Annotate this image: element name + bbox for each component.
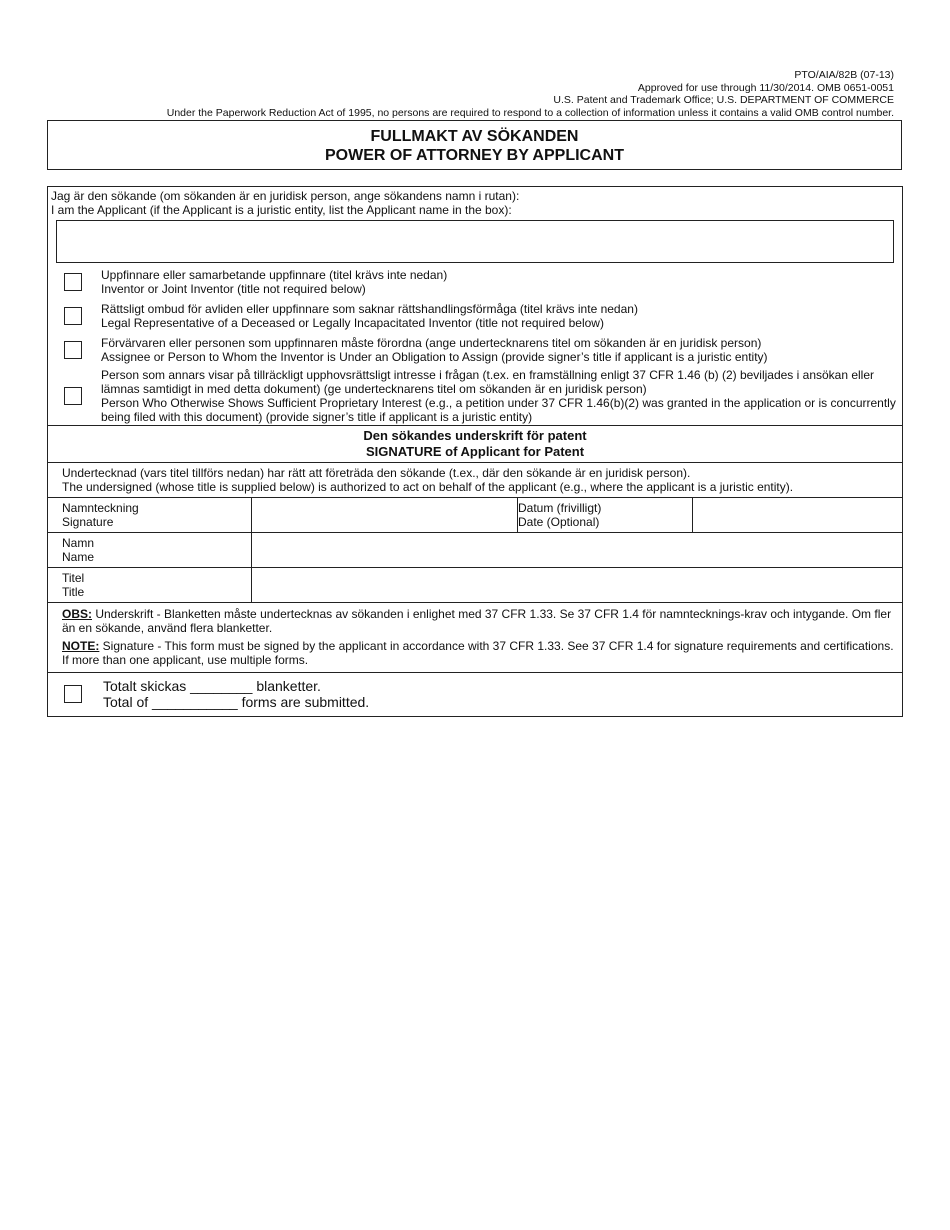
- note-text: Signature - This form must be signed by the applicant in accordance with 37 CFR 1.33. See 37 CFR 1.4 for signature requirements and certifications. If more than one applicant, use multiple forms.: [62, 639, 894, 667]
- applicant-name-input[interactable]: [56, 220, 894, 263]
- inventor-checkbox[interactable]: [64, 273, 82, 291]
- obs-text: Underskrift - Blanketten måste undertecknas av sökanden i enlighet med 37 CFR 1.33. Se 37 CFR 1.4 för namntecknings-krav och intygande. Om fler än en sökande, använd flera blanketter.: [62, 607, 892, 635]
- authorization-en: The undersigned (whose title is supplied below) is authorized to act on behalf of the applicant (e.g., where the applicant is a juristic entity).: [62, 480, 794, 494]
- form-header: [167, 69, 894, 119]
- signature-field[interactable]: [252, 498, 518, 532]
- form-id: PTO/AIA/82B (07-13): [794, 69, 894, 81]
- applicant-intro-sv: Jag är den sökande (om sökanden är en juridisk person, ange sökandens namn i rutan):: [51, 189, 520, 203]
- applicant-intro: [48, 187, 902, 217]
- obs-label: OBS:: [62, 607, 92, 621]
- note-label: NOTE:: [62, 639, 100, 653]
- applicant-form: [47, 186, 903, 717]
- total-forms-sv: Totalt skickas ________ blanketter.: [103, 678, 321, 694]
- total-forms-en: Total of ___________ forms are submitted.: [103, 694, 370, 710]
- authorization-statement: [48, 462, 902, 497]
- note-english: [62, 639, 899, 667]
- approval-note: Approved for use through 11/30/2014. OMB 0651-0051: [637, 81, 894, 94]
- signature-title-en: SIGNATURE of Applicant for Patent: [365, 444, 585, 459]
- option-legal-representative: [48, 299, 902, 333]
- page-title: [47, 120, 902, 170]
- paperwork-notice: Under the Paperwork Reduction Act of 1995, no persons are required to respond to a collection of information unless it contains a valid OMB control number.: [166, 106, 894, 119]
- date-label-sv: Datum (frivilligt): [518, 501, 602, 515]
- signature-row: [48, 497, 902, 532]
- title-label: [48, 568, 252, 602]
- total-forms-row: [48, 672, 902, 716]
- legal-representative-checkbox[interactable]: [64, 307, 82, 325]
- option-label-en: Legal Representative of a Deceased or Legally Incapacitated Inventor (title not required below): [101, 316, 604, 330]
- title-label-en: Title: [62, 585, 85, 599]
- authorization-sv: Undertecknad (vars titel tillförs nedan) har rätt att företräda den sökande (t.ex., där den sökande är en juridisk person).: [62, 466, 691, 480]
- title-field[interactable]: [252, 568, 902, 602]
- date-field[interactable]: [693, 498, 902, 532]
- option-label-sv: Förvärvaren eller personen som uppfinnaren måste förordna (ange undertecknarens titel om sökanden är en juridisk person): [101, 336, 762, 350]
- signature-section-title: [48, 425, 902, 462]
- total-forms-checkbox[interactable]: [64, 685, 82, 703]
- option-label-en: Assignee or Person to Whom the Inventor is Under an Obligation to Assign (provide signer’s title if applicant is a juristic entity): [101, 350, 768, 364]
- option-inventor: [48, 265, 902, 299]
- signature-title-sv: Den sökandes underskrift för patent: [363, 428, 587, 443]
- name-label-sv: Namn: [62, 536, 95, 550]
- option-label-sv: Uppfinnare eller samarbetande uppfinnare (titel krävs inte nedan): [101, 268, 448, 282]
- name-label-en: Name: [62, 550, 95, 564]
- proprietary-interest-checkbox[interactable]: [64, 387, 82, 405]
- title-row: [48, 567, 902, 602]
- office-name: U.S. Patent and Trademark Office; U.S. DEPARTMENT OF COMMERCE: [553, 94, 894, 106]
- title-label-sv: Titel: [62, 571, 85, 585]
- signature-label: [48, 498, 252, 532]
- signature-notes: [48, 602, 902, 672]
- assignee-checkbox[interactable]: [64, 341, 82, 359]
- option-label-en: Inventor or Joint Inventor (title not required below): [101, 282, 366, 296]
- option-label-sv: Rättsligt ombud för avliden eller uppfinnare som saknar rättshandlingsförmåga (titel krävs inte nedan): [101, 302, 638, 316]
- option-label-en: Person Who Otherwise Shows Sufficient Proprietary Interest (e.g., a petition under 37 CFR 1.46(b)(2) was granted in the application or is concurrently being filed with this document) (provide signer’s title if applicant is a juristic entity): [101, 396, 896, 424]
- signature-label-en: Signature: [62, 515, 114, 529]
- option-assignee: [48, 333, 902, 367]
- name-row: [48, 532, 902, 567]
- option-label-sv: Person som annars visar på tillräckligt upphovsrättsligt intresse i frågan (t.ex. en framställning enligt 37 CFR 1.46 (b) (2) beviljades i ansökan eller lämnas samtidigt in med detta dokument) (ge undertecknarens titel om sökanden är en juridisk person): [101, 368, 875, 396]
- title-english: POWER OF ATTORNEY BY APPLICANT: [325, 147, 624, 164]
- date-label-en: Date (Optional): [518, 515, 600, 529]
- option-proprietary-interest: [48, 367, 902, 425]
- applicant-intro-en: I am the Applicant (if the Applicant is a juristic entity, list the Applicant name in the box):: [51, 203, 512, 217]
- signature-label-sv: Namnteckning: [62, 501, 139, 515]
- title-swedish: FULLMAKT AV SÖKANDEN: [370, 128, 579, 145]
- obs-note: [62, 607, 899, 635]
- date-label: [518, 498, 693, 532]
- name-label: [48, 533, 252, 567]
- name-field[interactable]: [252, 533, 902, 567]
